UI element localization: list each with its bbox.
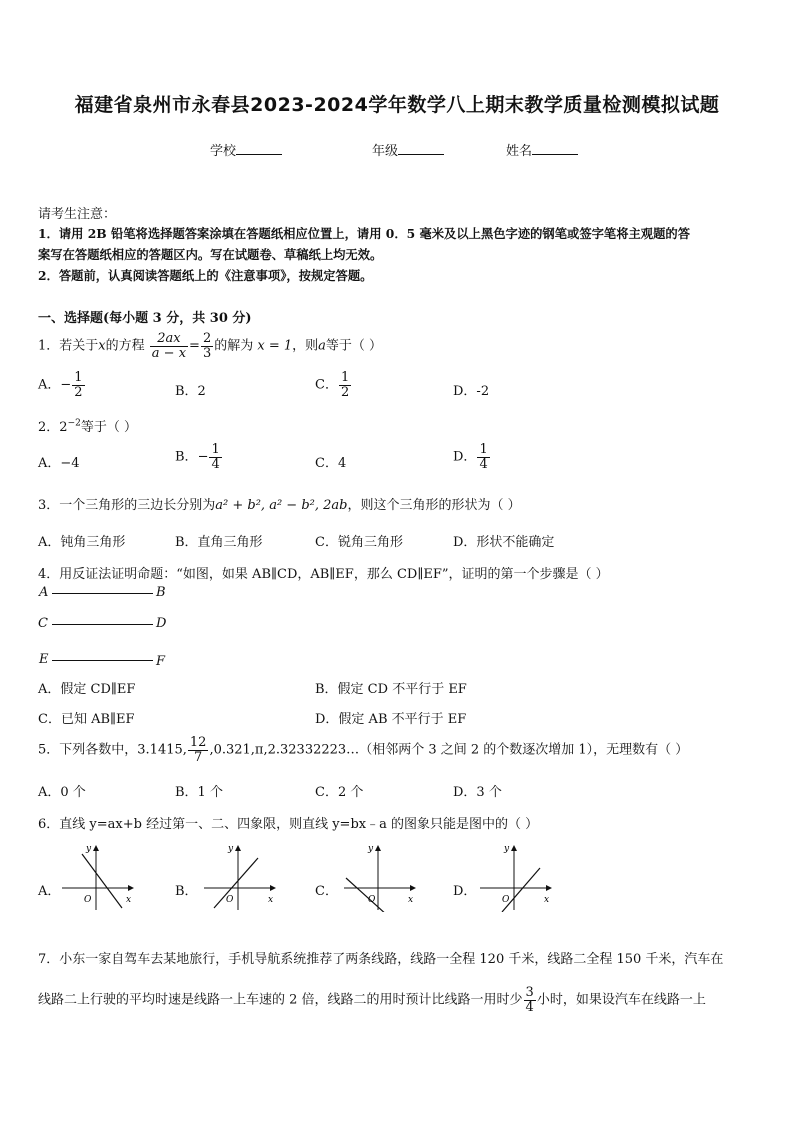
q1-option-d[interactable]: D．-2 <box>453 384 490 399</box>
school-field[interactable]: 学校 <box>210 140 282 159</box>
q4-option-a[interactable]: A．假定 CD∥EF <box>38 682 136 697</box>
q3-option-d[interactable]: D．形状不能确定 <box>453 535 555 550</box>
question-5: 5．下列各数中，3.1415, $\frac{12}{7}$ ,0.321,π,2.32332223…（相邻两个 3 之间 2 的个数逐次增加 1），无理数有（ ） <box>38 735 689 765</box>
question-7-line-1: 7．小东一家自驾车去某地旅行，手机导航系统推荐了两条线路，线路一全程 120 千米，线路二全程 150 千米，汽车在 <box>38 952 724 967</box>
name-field[interactable]: 姓名 <box>506 140 578 159</box>
question-4: 4．用反证法证明命题：“如图，如果 AB∥CD，AB∥EF，那么 CD∥EF”，证明的第一个步骤是（ ） <box>38 567 609 582</box>
q4-option-c[interactable]: C．已知 AB∥EF <box>38 712 135 727</box>
q2-option-d[interactable]: D． $\frac{1}{4}$ <box>453 442 488 472</box>
svg-text:y: y <box>228 844 234 854</box>
svg-text:x: x <box>544 895 550 905</box>
svg-text:y: y <box>504 844 510 854</box>
page-title: 福建省泉州市永春县2023-2024学年数学八上期末教学质量检测模拟试题 <box>74 94 720 116</box>
svg-text:y: y <box>86 844 92 854</box>
svg-text:O: O <box>368 895 376 905</box>
q4-option-b[interactable]: B．假定 CD 不平行于 EF <box>315 682 467 697</box>
graph-a <box>58 842 138 912</box>
q6-option-b[interactable]: B． <box>175 884 198 899</box>
svg-text:x: x <box>268 895 274 905</box>
notice-line-1b: 案写在答题纸相应的答题区内。写在试题卷、草稿纸上均无效。 <box>38 247 383 262</box>
svg-text:x: x <box>408 895 414 905</box>
graph-b <box>200 842 280 912</box>
q5-option-d[interactable]: D．3 个 <box>453 785 502 800</box>
q6-option-d[interactable]: D． <box>453 884 477 899</box>
q2-option-c[interactable]: C．4 <box>315 456 347 471</box>
q6-option-a[interactable]: A． <box>38 884 61 899</box>
graph-c <box>340 842 420 912</box>
grade-field[interactable]: 年级 <box>372 140 444 159</box>
notice-heading: 请考生注意： <box>38 207 117 222</box>
q4-option-d[interactable]: D．假定 AB 不平行于 EF <box>315 712 467 727</box>
graph-d <box>476 842 556 912</box>
q5-option-c[interactable]: C．2 个 <box>315 785 364 800</box>
svg-text:O: O <box>84 895 92 905</box>
notice-line-2: 2．答题前，认真阅读答题纸上的《注意事项》，按规定答题。 <box>38 268 373 283</box>
q1-option-c[interactable]: C． $\frac{1}{2}$ <box>315 370 350 400</box>
q3-option-c[interactable]: C．锐角三角形 <box>315 535 403 550</box>
q1-option-b[interactable]: B．2 <box>175 384 206 399</box>
q1-option-a[interactable]: A．− $\frac{1}{2}$ <box>38 370 83 400</box>
q2-option-b[interactable]: B．− $\frac{1}{4}$ <box>175 442 220 472</box>
svg-text:O: O <box>226 895 234 905</box>
question-7-line-2: 线路二上行驶的平均时速是线路一上车速的 2 倍，线路二的用时预计比线路一用时少 $\frac{3}{4}$ 小时，如果设汽车在线路一上 <box>38 985 706 1015</box>
question-3: 3．一个三角形的三边长分别为a² + b², a² − b², 2ab，则这个三角形的形状为（ ） <box>38 498 521 513</box>
q3-option-b[interactable]: B．直角三角形 <box>175 535 263 550</box>
svg-text:O: O <box>502 895 510 905</box>
q5-option-a[interactable]: A．0 个 <box>38 785 86 800</box>
svg-text:x: x <box>126 895 132 905</box>
q3-option-a[interactable]: A．钝角三角形 <box>38 535 126 550</box>
section-heading: 一、选择题(每小题 3 分，共 30 分) <box>38 311 252 326</box>
question-6: 6．直线 y=ax+b 经过第一、二、四象限，则直线 y=bx﹣a 的图象只能是图中的（ ） <box>38 817 539 832</box>
q5-option-b[interactable]: B．1 个 <box>175 785 223 800</box>
q6-option-c[interactable]: C． <box>315 884 338 899</box>
question-2: 2．$2^{-2}$等于（ ） <box>38 418 137 435</box>
notice-line-1a: 1．请用 2B 铅笔将选择题答案涂填在答题纸相应位置上，请用 0．5 毫米及以上黑色字迹的钢笔或签字笔将主观题的答 <box>38 226 690 241</box>
svg-text:y: y <box>368 844 374 854</box>
question-1: 1．若关于x的方程 $\frac{2ax}{a - x}$ = $\frac{2}{3}$ 的解为 x = 1，则a等于（ ） <box>38 331 383 361</box>
q2-option-a[interactable]: A．−4 <box>38 456 80 471</box>
